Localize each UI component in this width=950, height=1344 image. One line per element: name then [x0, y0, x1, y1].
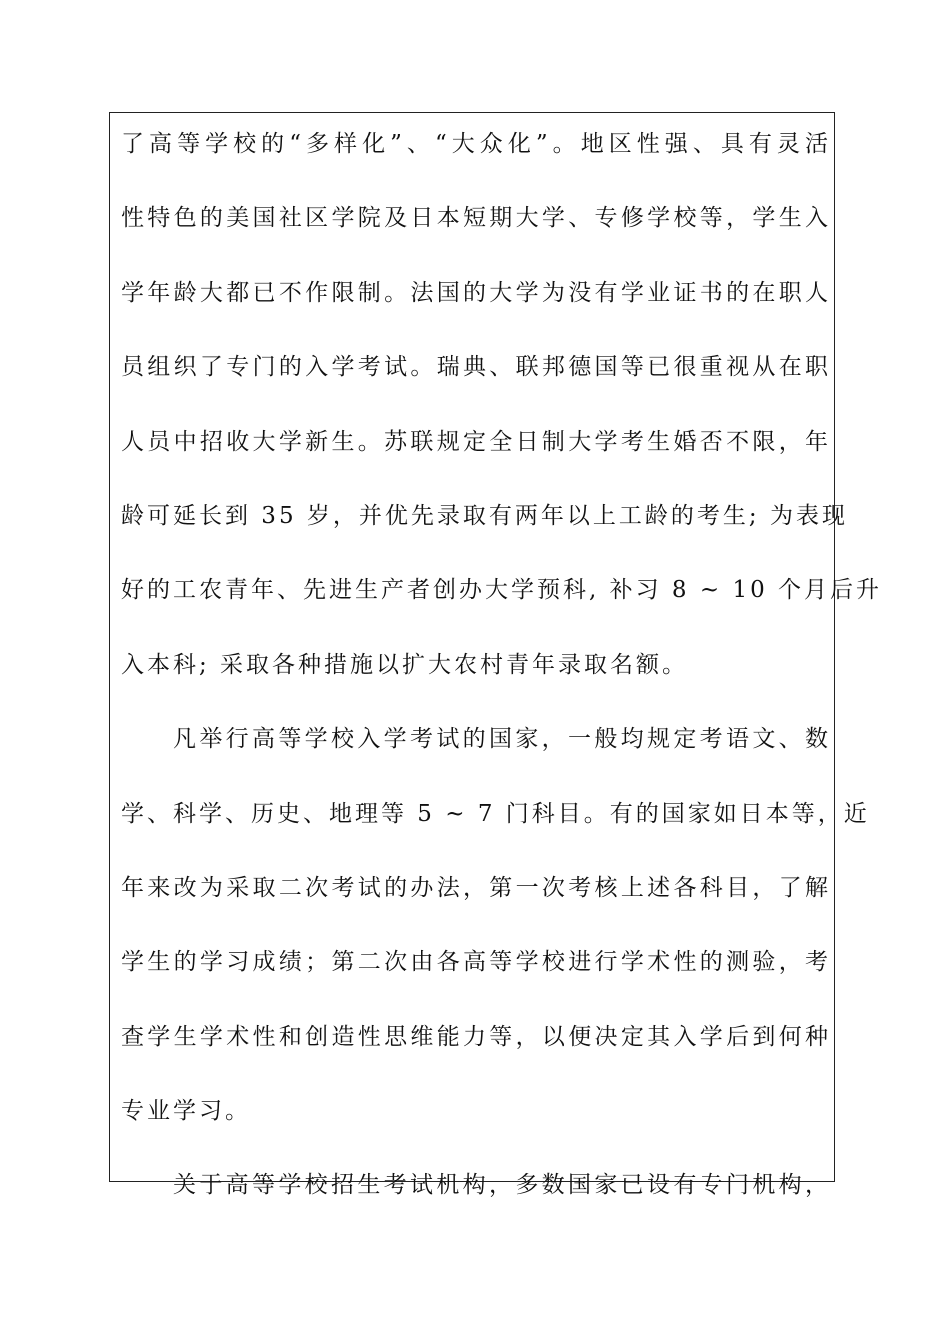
text-line: 龄可延长到 35 岁，并优先录取有两年以上工龄的考生; 为表现 [121, 502, 848, 529]
page-frame [109, 112, 883, 1199]
text-line: 了高等学校的“多样化”、“大众化”。地区性强、具有灵活 [121, 131, 831, 157]
text-line: 学年龄大都已不作限制。法国的大学为没有学业证书的在职人 [121, 279, 831, 306]
paragraph-end-line: 专业学习。 [121, 1098, 251, 1125]
text-line: 员组织了专门的入学考试。瑞典、联邦德国等已很重视从在职 [121, 354, 831, 381]
text-line: 人员中招收大学新生。苏联规定全日制大学考生婚否不限，年 [121, 428, 831, 455]
paragraph-end-line: 入本科; 采取各种措施以扩大农村青年录取名额。 [121, 651, 689, 678]
text-line: 性特色的美国社区学院及日本短期大学、专修学校等，学生入 [121, 205, 831, 232]
document-body [121, 119, 883, 1235]
text-line: 年来改为采取二次考试的办法，第一次考核上述各科目，了解 [121, 874, 831, 901]
paragraph-start-line: 关于高等学校招生考试机构，多数国家已设有专门机构， [173, 1172, 831, 1199]
text-line: 好的工农青年、先进生产者创办大学预科, 补习 8 ~ 10 个月后升 [121, 577, 883, 604]
text-line: 查学生学术性和创造性思维能力等，以便决定其入学后到何种 [121, 1023, 831, 1050]
text-line: 学、科学、历史、地理等 5 ~ 7 门科目。有的国家如日本等，近 [121, 800, 870, 827]
paragraph-start-line: 凡举行高等学校入学考试的国家，一般均规定考语文、数 [173, 726, 831, 753]
text-line: 学生的学习成绩；第二次由各高等学校进行学术性的测验，考 [121, 949, 831, 976]
